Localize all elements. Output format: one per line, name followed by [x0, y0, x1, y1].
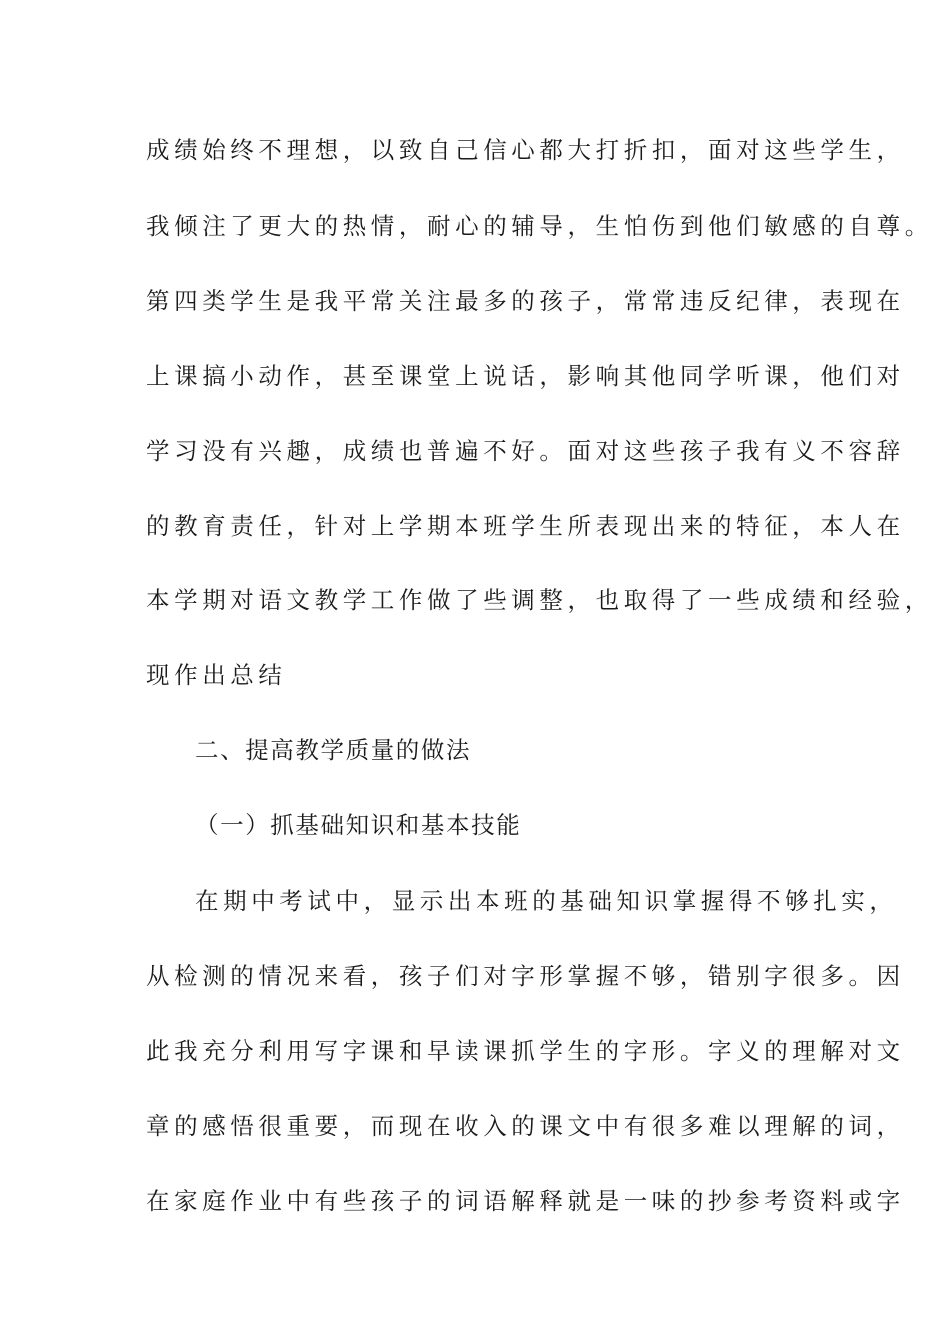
paragraph-line: 第四类学生是我平常关注最多的孩子，常常违反纪律，表现在	[146, 287, 905, 315]
subsection-heading: （一）抓基础知识和基本技能	[195, 811, 522, 839]
section-heading: 二、提高教学质量的做法	[195, 736, 472, 764]
paragraph-line: 我倾注了更大的热情，耐心的辅导，生怕伤到他们敏感的自尊。	[146, 212, 933, 240]
paragraph-line: 上课搞小动作，甚至课堂上说话，影响其他同学听课，他们对	[146, 362, 905, 390]
paragraph-line: 现作出总结	[146, 661, 287, 689]
paragraph-line: 此我充分利用写字课和早读课抓学生的字形。字义的理解对文	[146, 1037, 905, 1065]
paragraph-line: 本学期对语文教学工作做了些调整，也取得了一些成绩和经验，	[146, 586, 933, 614]
paragraph-line: 在期中考试中，显示出本班的基础知识掌握得不够扎实，	[195, 887, 898, 915]
paragraph-line: 学习没有兴趣，成绩也普遍不好。面对这些孩子我有义不容辞	[146, 437, 905, 465]
paragraph-line: 成绩始终不理想，以致自己信心都大打折扣，面对这些学生，	[146, 136, 905, 164]
paragraph-line: 的教育责任，针对上学期本班学生所表现出来的特征，本人在	[146, 512, 905, 540]
paragraph-line: 在家庭作业中有些孩子的词语解释就是一味的抄参考资料或字	[146, 1187, 905, 1215]
paragraph-line: 章的感悟很重要，而现在收入的课文中有很多难以理解的词，	[146, 1112, 905, 1140]
paragraph-line: 从检测的情况来看，孩子们对字形掌握不够，错别字很多。因	[146, 962, 905, 990]
